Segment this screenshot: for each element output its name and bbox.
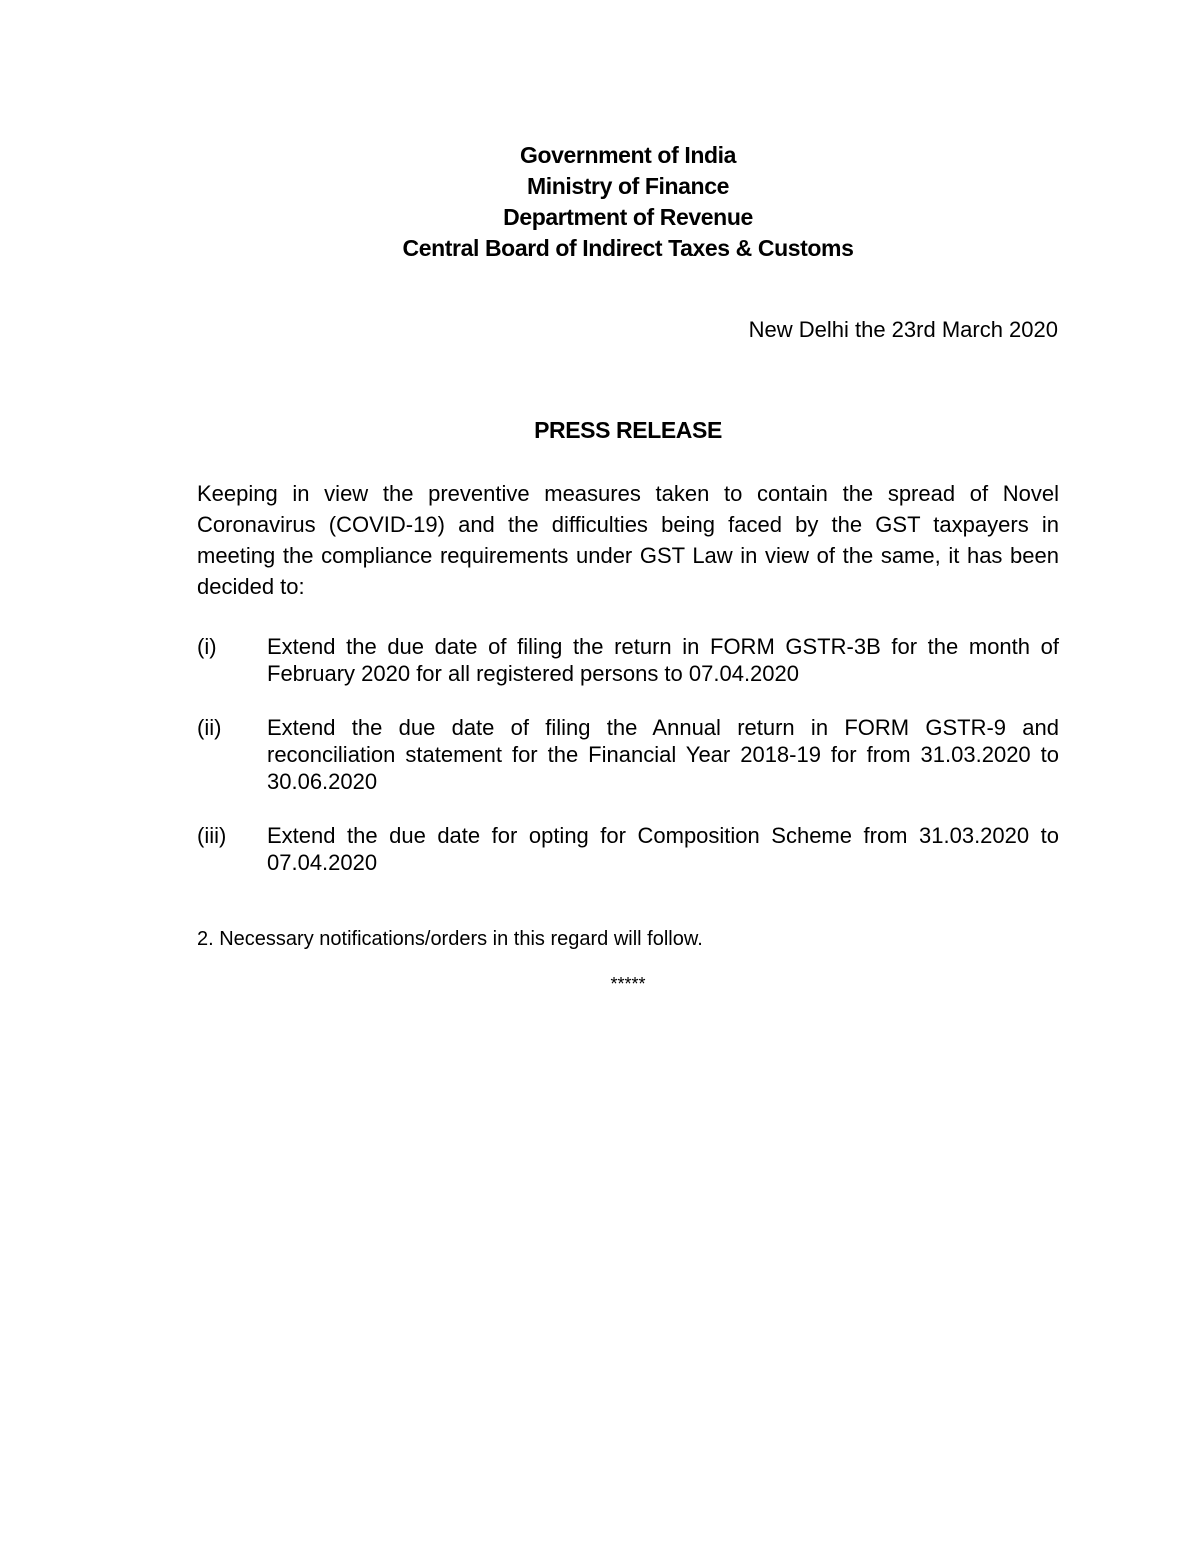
dateline: New Delhi the 23rd March 2020 [748,317,1058,342]
intro-paragraph: Keeping in view the preventive measures taken to contain the spread of Novel Coronavirus (COVID-19) and the difficulties being faced by the GST taxpayers in meeting the compliance requirements under GST Law in view of the same, it has been decided to: [197,481,1059,599]
list-item [197,633,1059,687]
closing-note: 2. Necessary notifications/orders in this regard will follow. [197,928,703,950]
list-item-number: (i) [197,634,217,659]
list-item [197,822,1059,876]
list-item-number: (iii) [197,823,227,848]
list-item-number: (ii) [197,715,222,740]
document-title: PRESS RELEASE [534,417,722,443]
letterhead-ministry: Ministry of Finance [527,173,729,199]
letterhead-government: Government of India [519,142,737,168]
list-item-text: Extend the due date of filing the Annual return in FORM GSTR-9 and reconciliation statement for the Financial Year 2018-19 for from 31.03.2020 to 30.06.2020 [267,715,1059,794]
decision-list [197,633,1059,903]
list-item-text: Extend the due date for opting for Composition Scheme from 31.03.2020 to 07.04.2020 [267,823,1059,875]
end-mark: ***** [610,974,646,994]
list-item [197,714,1059,795]
list-item-text: Extend the due date of filing the return in FORM GSTR-3B for the month of February 2020 for all registered persons to 07.04.2020 [267,634,1059,686]
letterhead-board: Central Board of Indirect Taxes & Customs [402,235,854,261]
letterhead-department: Department of Revenue [503,204,753,230]
letterhead [0,140,1200,264]
